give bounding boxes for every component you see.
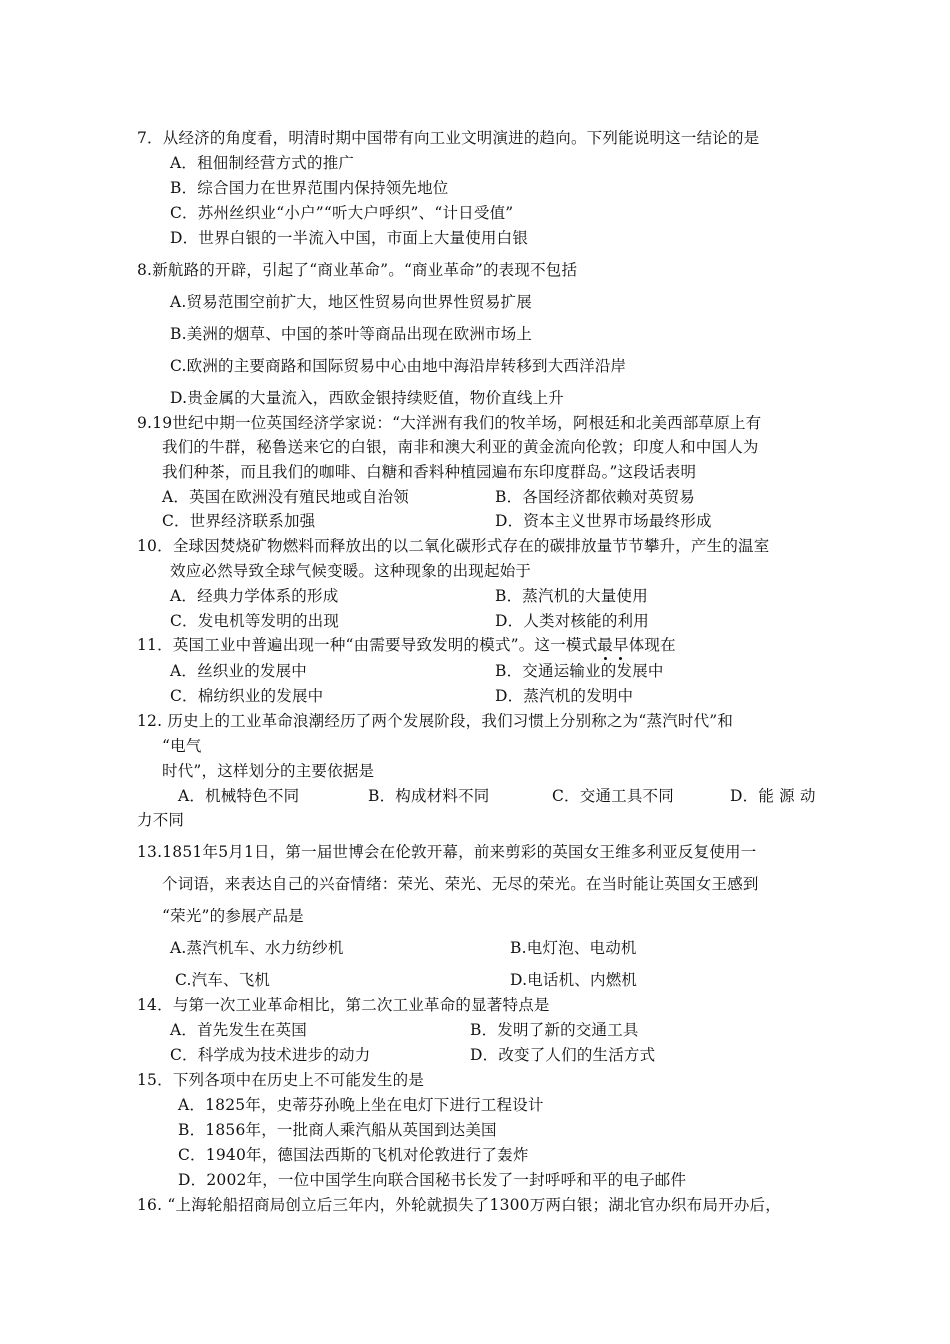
- q14-option-b: B．发明了新的交通工具: [470, 1021, 639, 1039]
- q12-stem-line3: 时代”，这样划分的主要依据是: [162, 762, 375, 780]
- q10-option-c: C．发电机等发明的出现: [170, 612, 340, 630]
- q10-stem-line1: 10．全球因焚烧矿物燃料而释放出的以二氧化碳形式存在的碳排放量节节攀升，产生的温室: [137, 537, 770, 555]
- q13-stem-line2: 个词语，来表达自己的兴奋情绪：荣光、荣光、无尽的荣光。在当时能让英国女王感到: [162, 875, 759, 893]
- q8-stem: 8.新航路的开辟，引起了“商业革命”。“商业革命”的表现不包括: [137, 261, 578, 279]
- q7-option-a: A．租佃制经营方式的推广: [170, 154, 355, 172]
- q14-option-d: D．改变了人们的生活方式: [470, 1046, 656, 1064]
- q9-option-c: C．世界经济联系加强: [162, 512, 316, 530]
- q8-option-a: A.贸易范围空前扩大，地区性贸易向世界性贸易扩展: [170, 293, 532, 311]
- q14-stem: 14．与第一次工业革命相比，第二次工业革命的显著特点是: [137, 996, 550, 1014]
- q8-option-b: B.美洲的烟草、中国的茶叶等商品出现在欧洲市场上: [170, 325, 533, 343]
- q14-option-c: C．科学成为技术进步的动力: [170, 1046, 371, 1064]
- q11-option-c: C．棉纺织业的发展中: [170, 687, 324, 705]
- q11-stem-pre: 11．英国工业中普遍出现一种“由需要导致发明的模式”。这一模式: [137, 636, 598, 654]
- q15-option-a: A．1825年，史蒂芬孙晚上坐在电灯下进行工程设计: [178, 1096, 544, 1114]
- q9-option-a: A．英国在欧洲没有殖民地或自治领: [162, 488, 409, 506]
- q12-stem-line2: “电气: [162, 737, 202, 755]
- q11-emphasis-1: [597, 635, 613, 655]
- q15-option-b: B．1856年，一批商人乘汽船从英国到达美国: [178, 1121, 497, 1139]
- q10-option-d: D．人类对核能的利用: [495, 612, 649, 630]
- emphasis-dot: [604, 657, 607, 660]
- q12-option-c: C．交通工具不同: [552, 787, 674, 805]
- q10-option-a: A．经典力学体系的形成: [170, 587, 339, 605]
- emphasis-dot: [619, 657, 622, 660]
- q11-option-d: D．蒸汽机的发明中: [495, 687, 634, 705]
- q14-option-a: A．首先发生在英国: [170, 1021, 307, 1039]
- q15-stem: 15．下列各项中在历史上不可能发生的是: [137, 1071, 425, 1089]
- q11-stem: [137, 635, 676, 655]
- q12-stem-line1: 12. 历史上的工业革命浪潮经历了两个发展阶段，我们习惯上分别称之为“蒸汽时代”和: [137, 712, 734, 730]
- q9-option-d: D．资本主义世界市场最终形成: [495, 512, 712, 530]
- q11-emphasis-1-text: 最: [597, 636, 613, 654]
- q11-option-a: A．丝织业的发展中: [170, 662, 307, 680]
- q8-option-d: D.贵金属的大量流入，西欧金银持续贬值，物价直线上升: [170, 389, 565, 407]
- q8-option-c: C.欧洲的主要商路和国际贸易中心由地中海沿岸转移到大西洋沿岸: [170, 357, 627, 375]
- q9-stem-line3: 我们种茶，而且我们的咖啡、白糖和香料种植园遍布东印度群岛。”这段话表明: [162, 463, 697, 481]
- q11-emphasis-2-text: 早: [612, 636, 629, 654]
- q13-option-c: C.汽车、飞机: [175, 971, 271, 989]
- q13-stem-line1: 13.1851年5月1日，第一届世博会在伦敦开幕，前来剪彩的英国女王维多利亚反复使用一: [137, 843, 757, 861]
- q7-option-b: B．综合国力在世界范围内保持领先地位: [170, 179, 449, 197]
- q13-option-b: B.电灯泡、电动机: [510, 939, 637, 957]
- q10-option-b: B．蒸汽机的大量使用: [495, 587, 648, 605]
- q7-option-d: D．世界白银的一半流入中国，市面上大量使用白银: [170, 229, 529, 247]
- q9-stem-line1: 9.19世纪中期一位英国经济学家说：“大洋洲有我们的牧羊场，阿根廷和北美西部草原上有: [137, 414, 762, 432]
- q15-option-c: C．1940年，德国法西斯的飞机对伦敦进行了轰炸: [178, 1146, 529, 1164]
- q12-option-a: A．机械特色不同: [178, 787, 300, 805]
- q7-stem: 7．从经济的角度看，明清时期中国带有向工业文明演进的趋向。下列能说明这一结论的是: [137, 129, 760, 147]
- q12-option-d-continued: 力不同: [137, 811, 185, 829]
- q16-stem-line1: 16. “上海轮船招商局创立后三年内，外轮就损失了1300万两白银；湖北官办织布局开办后，: [137, 1196, 781, 1214]
- q9-option-b: B．各国经济都依赖对英贸易: [495, 488, 695, 506]
- q12-option-d: D．能 源 动: [730, 787, 816, 805]
- q11-stem-post: 体现在: [628, 636, 676, 654]
- q11-emphasis-2: [613, 635, 629, 655]
- q12-option-b: B．构成材料不同: [368, 787, 490, 805]
- q13-option-d: D.电话机、内燃机: [510, 971, 638, 989]
- q9-stem-line2: 我们的牛群，秘鲁送来它的白银，南非和澳大利亚的黄金流向伦敦；印度人和中国人为: [162, 438, 759, 456]
- q13-stem-line3: “荣光”的参展产品是: [162, 907, 304, 925]
- q13-option-a: A.蒸汽机车、水力纺纱机: [170, 939, 344, 957]
- q10-stem-line2: 效应必然导致全球气候变暖。这种现象的出现起始于: [170, 562, 532, 580]
- q7-option-c: C．苏州丝织业“小户”“听大户呼织”、“计日受值”: [170, 204, 514, 222]
- q11-option-b: B．交通运输业的发展中: [495, 662, 664, 680]
- q15-option-d: D．2002年，一位中国学生向联合国秘书长发了一封呼呼和平的电子邮件: [178, 1171, 687, 1189]
